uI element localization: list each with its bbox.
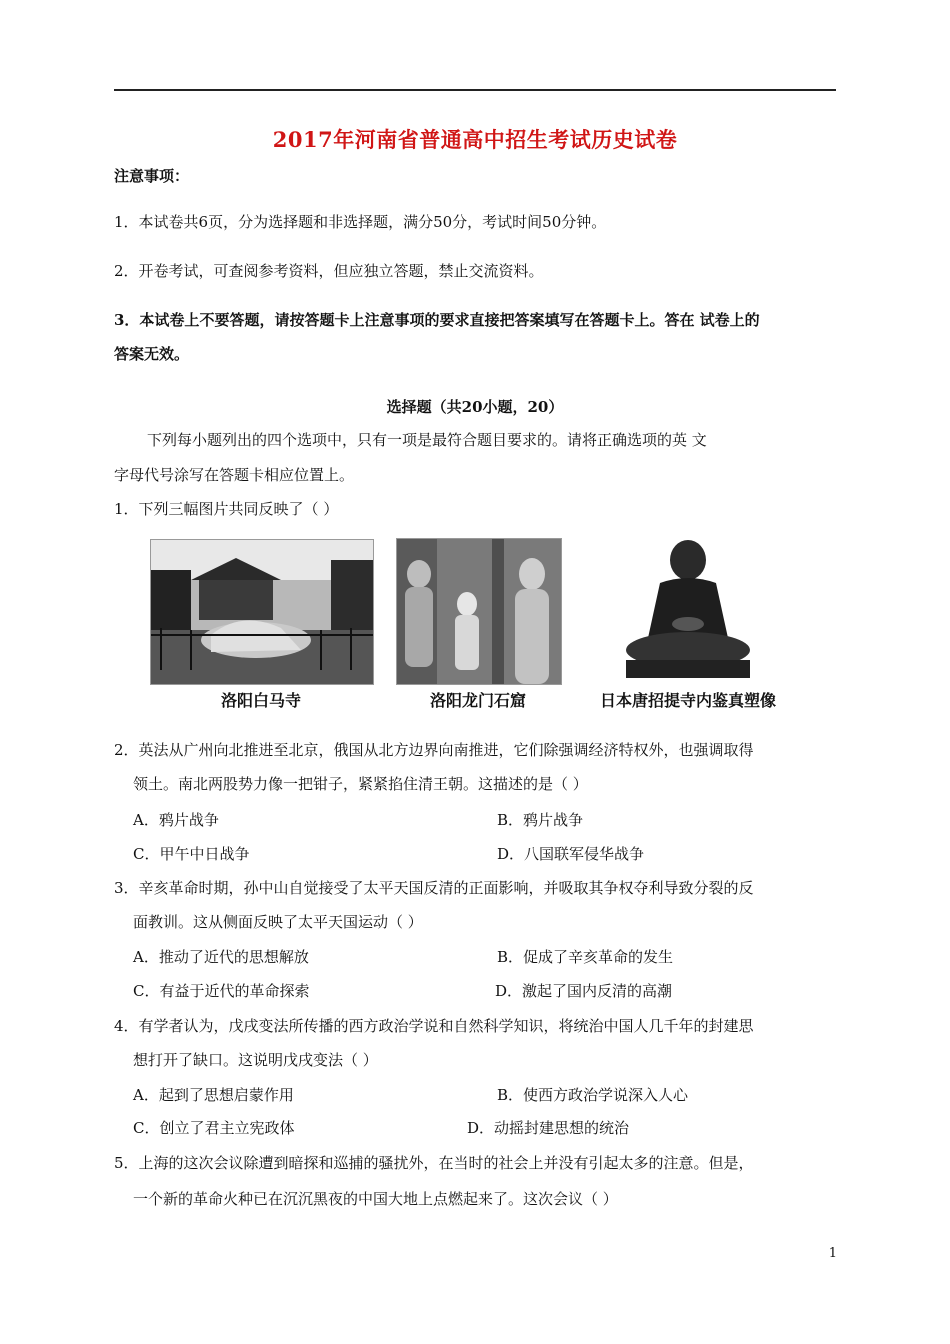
header-rule — [114, 89, 836, 91]
exam-title: 2017年河南省普通高中招生考试历史试卷 — [272, 127, 678, 152]
image-caption: 洛阳龙门石窟 — [429, 691, 526, 710]
section-heading: 选择题（共20小题，20） — [386, 398, 564, 416]
option-b: B．鸦片战争 — [497, 811, 584, 829]
image-caption: 洛阳白马寺 — [220, 691, 301, 710]
question-stem: 3．辛亥革命时期，孙中山自觉接受了太平天国反清的正面影响，并吸取其争权夺利导致分裂的反 — [114, 879, 754, 897]
jianzhen-statue-photo — [588, 538, 788, 683]
option-a: A．推动了近代的思想解放 — [133, 948, 309, 966]
note-item: 1．本试卷共6页，分为选择题和非选择题，满分50分，考试时间50分钟。 — [114, 213, 607, 231]
question-stem: 想打开了缺口。这说明戊戌变法（ ） — [133, 1051, 378, 1069]
section-intro: 字母代号涂写在答题卡相应位置上。 — [114, 466, 355, 484]
option-c: C．创立了君主立宪政体 — [133, 1119, 295, 1137]
note-item: 3．本试卷上不要答题，请按答题卡上注意事项的要求直接把答案填写在答题卡上。答在 试卷上的 — [114, 311, 760, 329]
option-a: A．鸦片战争 — [133, 811, 219, 829]
option-b: B．促成了辛亥革命的发生 — [497, 948, 674, 966]
notes-heading: 注意事项： — [114, 167, 190, 185]
longmen-grottoes-photo — [396, 538, 562, 685]
option-b: B．使西方政治学说深入人心 — [497, 1086, 689, 1104]
baima-temple-photo — [150, 539, 374, 685]
image-caption: 日本唐招提寺内鉴真塑像 — [599, 691, 776, 710]
option-d: D．动摇封建思想的统治 — [467, 1119, 630, 1137]
question-stem: 面教训。这从侧面反映了太平天国运动（ ） — [133, 913, 423, 931]
page-number: 1 — [828, 1246, 837, 1261]
question-stem: 领土。南北两股势力像一把钳子，紧紧掐住清王朝。这描述的是（ ） — [133, 775, 588, 793]
question-stem: 5．上海的这次会议除遭到暗探和巡捕的骚扰外，在当时的社会上并没有引起太多的注意。但是， — [114, 1154, 754, 1172]
option-c: C．甲午中日战争 — [133, 845, 250, 863]
note-item: 2．开卷考试，可查阅参考资料，但应独立答题，禁止交流资料。 — [114, 262, 544, 280]
option-a: A．起到了思想启蒙作用 — [133, 1086, 294, 1104]
question-stem: 2．英法从广州向北推进至北京，俄国从北方边界向南推进，它们除强调经济特权外，也强调取得 — [114, 741, 754, 759]
option-c: C．有益于近代的革命探索 — [133, 982, 310, 1000]
question-stem: 一个新的革命火种已在沉沉黑夜的中国大地上点燃起来了。这次会议（ ） — [133, 1190, 618, 1208]
note-item: 答案无效。 — [114, 345, 190, 363]
option-d: D．八国联军侵华战争 — [497, 845, 645, 863]
section-intro: 下列每小题列出的四个选项中，只有一项是最符合题目要求的。请将正确选项的英 文 — [147, 431, 707, 449]
option-d: D．激起了国内反清的高潮 — [495, 982, 673, 1000]
question-stem: 4．有学者认为，戊戌变法所传播的西方政治学说和自然科学知识，将统治中国人几千年的封建思 — [114, 1017, 754, 1035]
question-stem: 1．下列三幅图片共同反映了（ ） — [114, 500, 339, 518]
